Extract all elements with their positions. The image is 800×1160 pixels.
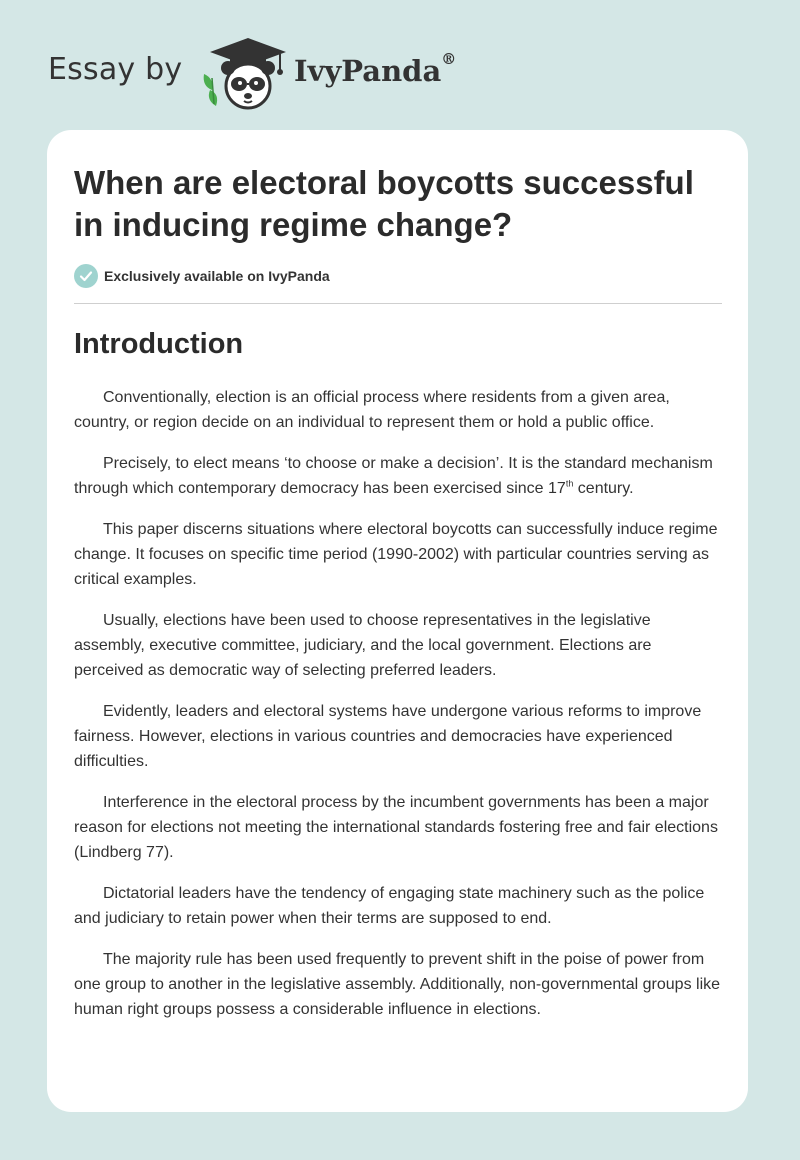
paragraph: This paper discerns situations where electoral boycotts can successfully induce regime change. It focuses on specific time period (1990-2002) with particular countries serving as critical examples. xyxy=(74,521,718,588)
paragraph: The majority rule has been used frequently to prevent shift in the poise of power from one group to another in the legislative assembly. Additionally, non-governmental groups like human right groups possess a considerable influence in elections. xyxy=(74,951,721,1018)
essay-body xyxy=(74,385,724,1038)
brand-name[interactable]: IvyPanda® xyxy=(294,50,457,88)
paragraph: Usually, elections have been used to choose representatives in the legislative assembly, executive committee, judiciary, and the local government. Elections are perceived as democratic way of selecting preferred leaders. xyxy=(74,612,652,679)
paragraph: Evidently, leaders and electoral systems have undergone various reforms to improve fairness. However, elections in various countries and democracies have experienced difficulties. xyxy=(74,703,702,770)
essay-card xyxy=(47,130,748,1112)
section-heading: Introduction xyxy=(74,328,244,360)
paragraph: Interference in the electoral process by the incumbent governments has been a major reason for elections not meeting the international standards fostering free and fair elections (Lindberg 77). xyxy=(74,794,718,861)
exclusive-label: Exclusively available on IvyPanda xyxy=(104,268,330,284)
check-icon xyxy=(74,264,98,288)
site-header xyxy=(48,34,748,114)
exclusive-badge xyxy=(74,264,330,288)
essay-by-label: Essay by xyxy=(48,52,183,87)
essay-title: When are electoral boycotts successful in inducing regime change? xyxy=(74,164,694,243)
panda-graduate-icon xyxy=(200,34,292,112)
paragraph: Conventionally, election is an official process where residents from a given area, country, or region decide on an individual to represent them or hold a public office. xyxy=(74,389,670,431)
paragraph: Dictatorial leaders have the tendency of engaging state machinery such as the police and judiciary to retain power when their terms are supposed to end. xyxy=(74,885,705,927)
divider xyxy=(74,303,722,304)
paragraph: Precisely, to elect means ‘to choose or make a decision’. It is the standard mechanism through which contemporary democracy has been exercised since 17th century. xyxy=(74,455,713,497)
